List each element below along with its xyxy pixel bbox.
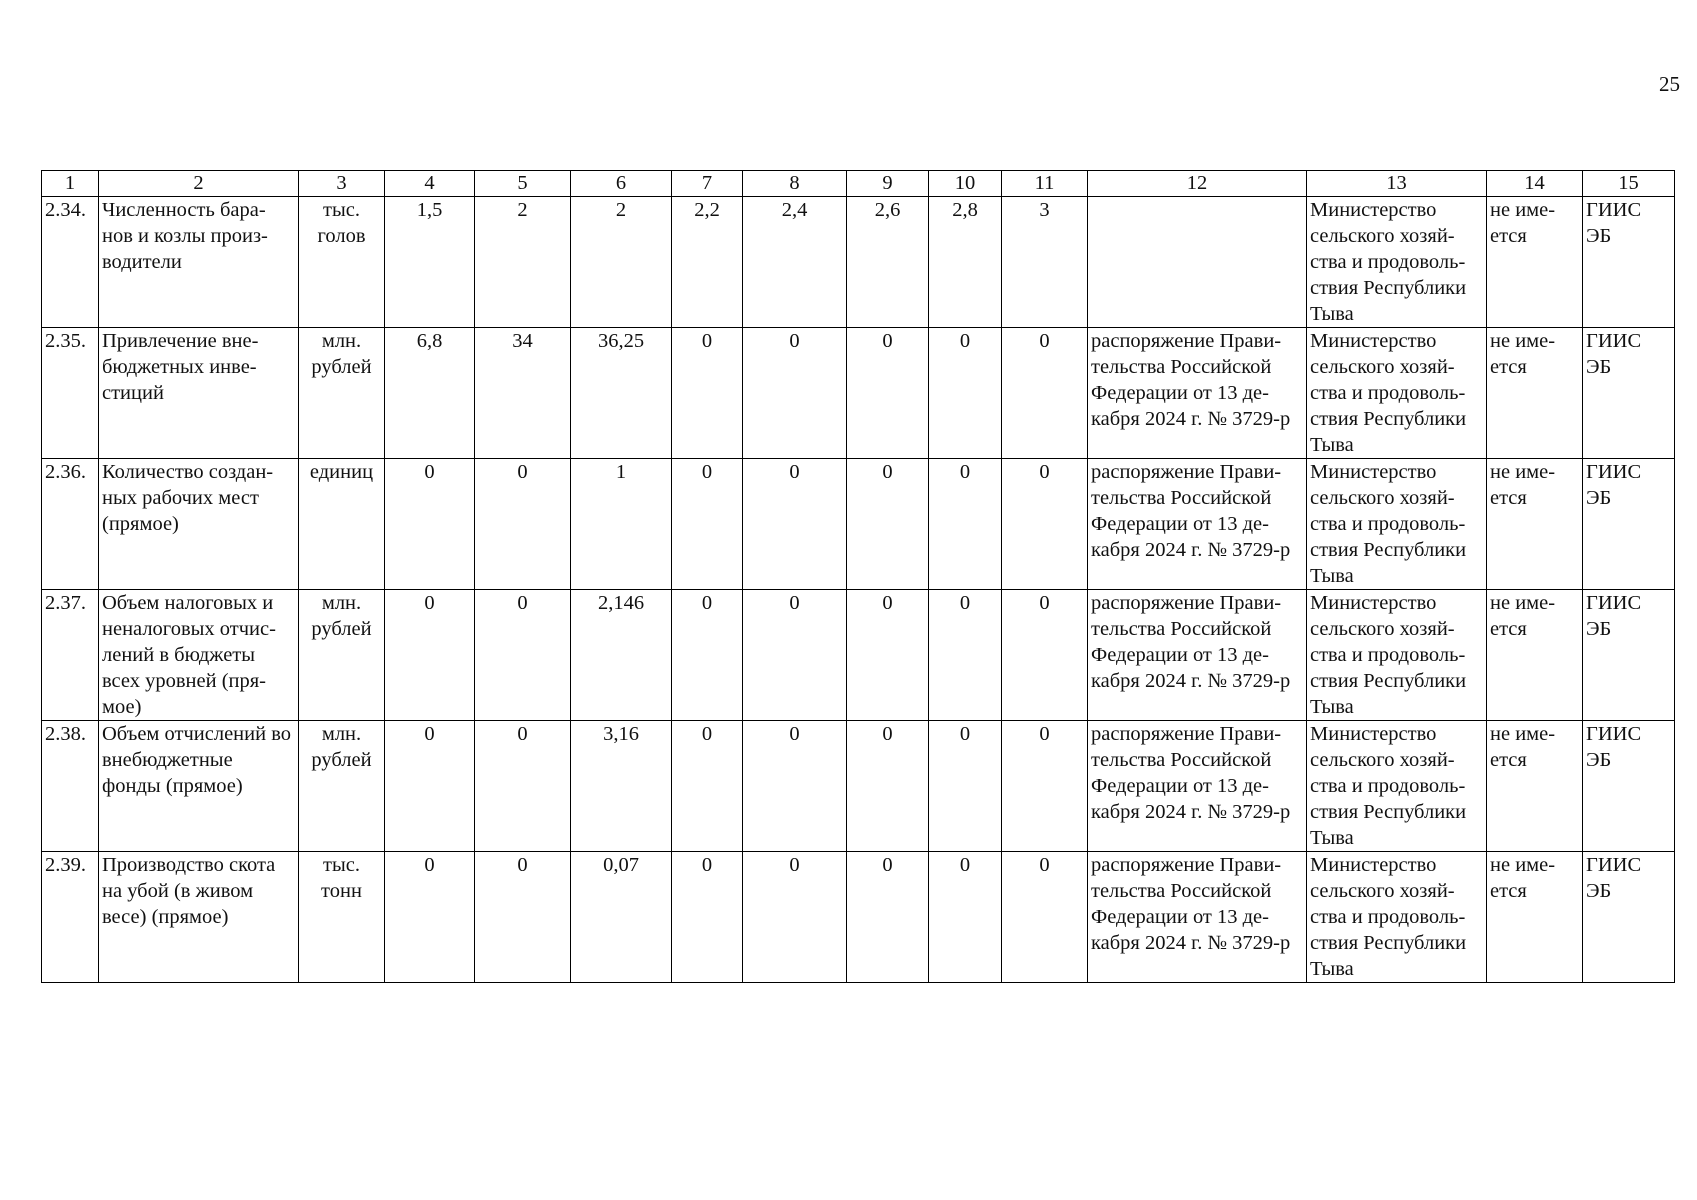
- value-cell: 0: [847, 328, 929, 459]
- table-row: [42, 721, 1675, 852]
- value-cell: 3,16: [571, 721, 672, 852]
- legal-basis: распоряжение Прави-тельства Российской Федерации от 13 де-кабря 2024 г. № 3729-р: [1088, 459, 1307, 590]
- link-status: не име-ется: [1487, 328, 1583, 459]
- value-cell: 0: [672, 852, 743, 983]
- responsible-body: Министерство сельского хозяй-ства и продоволь-ствия Республики Тыва: [1307, 590, 1487, 721]
- value-cell: 1,5: [385, 197, 475, 328]
- value-cell: 0: [743, 721, 847, 852]
- legal-basis: распоряжение Прави-тельства Российской Федерации от 13 де-кабря 2024 г. № 3729-р: [1088, 721, 1307, 852]
- information-system: ГИИС ЭБ: [1583, 852, 1675, 983]
- value-cell: 0: [847, 721, 929, 852]
- responsible-body: Министерство сельского хозяй-ства и продоволь-ствия Республики Тыва: [1307, 197, 1487, 328]
- row-number: 2.39.: [42, 852, 99, 983]
- link-status: не име-ется: [1487, 721, 1583, 852]
- value-cell: 34: [475, 328, 571, 459]
- column-header-6: 6: [571, 171, 672, 197]
- table-row: [42, 852, 1675, 983]
- value-cell: 2: [475, 197, 571, 328]
- value-cell: 0: [1002, 459, 1088, 590]
- legal-basis: распоряжение Прави-тельства Российской Федерации от 13 де-кабря 2024 г. № 3729-р: [1088, 852, 1307, 983]
- value-cell: 0: [743, 590, 847, 721]
- row-number: 2.34.: [42, 197, 99, 328]
- value-cell: 0: [929, 590, 1002, 721]
- value-cell: 0: [672, 459, 743, 590]
- value-cell: 0: [475, 459, 571, 590]
- indicator-name: Привлечение вне-бюджетных инве-стиций: [99, 328, 299, 459]
- link-status: не име-ется: [1487, 197, 1583, 328]
- indicator-name: Объем отчислений во внебюджетные фонды (прямое): [99, 721, 299, 852]
- row-number: 2.35.: [42, 328, 99, 459]
- value-cell: 0: [1002, 328, 1088, 459]
- value-cell: 0: [475, 852, 571, 983]
- link-status: не име-ется: [1487, 852, 1583, 983]
- table-header: [42, 171, 1675, 197]
- value-cell: 0: [672, 721, 743, 852]
- information-system: ГИИС ЭБ: [1583, 459, 1675, 590]
- indicator-name: Количество создан-ных рабочих мест (прямое): [99, 459, 299, 590]
- information-system: ГИИС ЭБ: [1583, 721, 1675, 852]
- table-row: [42, 328, 1675, 459]
- value-cell: 0: [847, 459, 929, 590]
- value-cell: 2,6: [847, 197, 929, 328]
- link-status: не име-ется: [1487, 459, 1583, 590]
- value-cell: 0: [929, 721, 1002, 852]
- unit: млн. рублей: [299, 590, 385, 721]
- column-header-12: 12: [1088, 171, 1307, 197]
- value-cell: 6,8: [385, 328, 475, 459]
- row-number: 2.37.: [42, 590, 99, 721]
- value-cell: 36,25: [571, 328, 672, 459]
- value-cell: 0: [929, 459, 1002, 590]
- column-header-11: 11: [1002, 171, 1088, 197]
- link-status: не име-ется: [1487, 590, 1583, 721]
- information-system: ГИИС ЭБ: [1583, 590, 1675, 721]
- table-row: [42, 459, 1675, 590]
- responsible-body: Министерство сельского хозяй-ства и продоволь-ствия Республики Тыва: [1307, 459, 1487, 590]
- value-cell: 0: [743, 328, 847, 459]
- value-cell: 0: [1002, 852, 1088, 983]
- legal-basis: распоряжение Прави-тельства Российской Федерации от 13 де-кабря 2024 г. № 3729-р: [1088, 590, 1307, 721]
- header-row: [42, 171, 1675, 197]
- value-cell: 0: [385, 721, 475, 852]
- column-header-10: 10: [929, 171, 1002, 197]
- indicators-table: [41, 170, 1675, 983]
- value-cell: 3: [1002, 197, 1088, 328]
- column-header-8: 8: [743, 171, 847, 197]
- legal-basis: [1088, 197, 1307, 328]
- column-header-5: 5: [475, 171, 571, 197]
- unit: млн. рублей: [299, 328, 385, 459]
- value-cell: 2: [571, 197, 672, 328]
- responsible-body: Министерство сельского хозяй-ства и продоволь-ствия Республики Тыва: [1307, 852, 1487, 983]
- value-cell: 0: [743, 852, 847, 983]
- value-cell: 0: [672, 590, 743, 721]
- value-cell: 0: [672, 328, 743, 459]
- column-header-2: 2: [99, 171, 299, 197]
- column-header-13: 13: [1307, 171, 1487, 197]
- indicator-name: Численность бара-нов и козлы произ-водители: [99, 197, 299, 328]
- table-row: [42, 590, 1675, 721]
- indicator-name: Производство скота на убой (в живом весе) (прямое): [99, 852, 299, 983]
- value-cell: 0: [385, 590, 475, 721]
- column-header-4: 4: [385, 171, 475, 197]
- value-cell: 2,4: [743, 197, 847, 328]
- legal-basis: распоряжение Прави-тельства Российской Федерации от 13 де-кабря 2024 г. № 3729-р: [1088, 328, 1307, 459]
- indicator-name: Объем налоговых и неналоговых отчис-лений в бюджеты всех уровней (пря-мое): [99, 590, 299, 721]
- table-row: [42, 197, 1675, 328]
- responsible-body: Министерство сельского хозяй-ства и продоволь-ствия Республики Тыва: [1307, 721, 1487, 852]
- column-header-15: 15: [1583, 171, 1675, 197]
- value-cell: 0: [1002, 590, 1088, 721]
- unit: млн. рублей: [299, 721, 385, 852]
- unit: тыс. тонн: [299, 852, 385, 983]
- row-number: 2.36.: [42, 459, 99, 590]
- value-cell: 0: [385, 459, 475, 590]
- unit: единиц: [299, 459, 385, 590]
- column-header-14: 14: [1487, 171, 1583, 197]
- row-number: 2.38.: [42, 721, 99, 852]
- value-cell: 0: [385, 852, 475, 983]
- value-cell: 2,8: [929, 197, 1002, 328]
- column-header-7: 7: [672, 171, 743, 197]
- value-cell: 0,07: [571, 852, 672, 983]
- responsible-body: Министерство сельского хозяй-ства и продоволь-ствия Республики Тыва: [1307, 328, 1487, 459]
- value-cell: 0: [1002, 721, 1088, 852]
- value-cell: 0: [847, 852, 929, 983]
- page-number: 25: [1659, 72, 1680, 96]
- value-cell: 0: [847, 590, 929, 721]
- value-cell: 0: [743, 459, 847, 590]
- column-header-1: 1: [42, 171, 99, 197]
- column-header-9: 9: [847, 171, 929, 197]
- value-cell: 2,2: [672, 197, 743, 328]
- value-cell: 0: [929, 328, 1002, 459]
- information-system: ГИИС ЭБ: [1583, 197, 1675, 328]
- information-system: ГИИС ЭБ: [1583, 328, 1675, 459]
- column-header-3: 3: [299, 171, 385, 197]
- value-cell: 0: [475, 721, 571, 852]
- value-cell: 0: [929, 852, 1002, 983]
- unit: тыс. голов: [299, 197, 385, 328]
- value-cell: 2,146: [571, 590, 672, 721]
- table-body: [42, 197, 1675, 983]
- value-cell: 0: [475, 590, 571, 721]
- value-cell: 1: [571, 459, 672, 590]
